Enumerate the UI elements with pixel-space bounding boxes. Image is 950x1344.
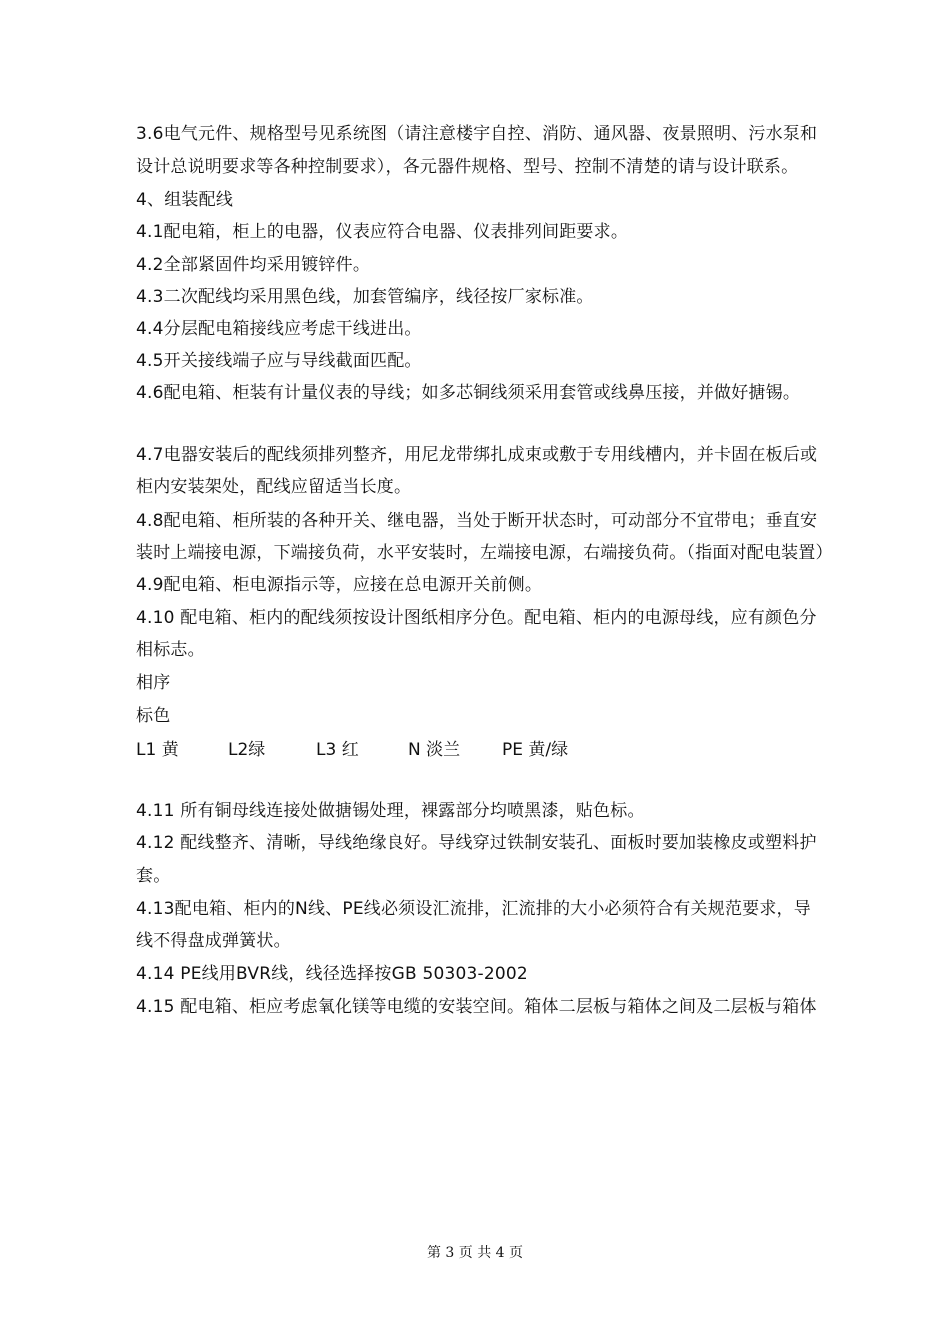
para-4-12-line-2: 套。 [136, 866, 171, 886]
phase-sequence-label: 相序 [136, 673, 171, 693]
para-4-8-line-2: 装时上端接电源，下端接负荷，水平安装时，左端接电源，右端接负荷。（指面对配电装置） [136, 543, 833, 563]
phase-color-pe: PE 黄/绿 [502, 740, 569, 760]
para-4-14: 4.14 PE线用BVR线，线径选择按GB 50303-2002 [136, 964, 528, 984]
para-4-10-line-1: 4.10 配电箱、柜内的配线须按设计图纸相序分色。配电箱、柜内的电源母线，应有颜色分 [136, 608, 817, 628]
para-3-6-line-1: 3.6电气元件、规格型号见系统图（请注意楼宇自控、消防、通风器、夜景照明、污水泵和 [136, 124, 818, 144]
para-4-6: 4.6配电箱、柜装有计量仪表的导线；如多芯铜线须采用套管或线鼻压接，并做好搪锡。 [136, 383, 801, 403]
para-4-15: 4.15 配电箱、柜应考虑氧化镁等电缆的安装空间。箱体二层板与箱体之间及二层板与箱体 [136, 997, 817, 1017]
phase-color-l1: L1 黄 [136, 740, 179, 760]
para-4-3: 4.3二次配线均采用黑色线，加套管编序，线径按厂家标准。 [136, 287, 594, 307]
para-4-11: 4.11 所有铜母线连接处做搪锡处理，裸露部分均喷黑漆，贴色标。 [136, 801, 645, 821]
para-4-13-line-2: 线不得盘成弹簧状。 [136, 931, 291, 951]
section-4-heading: 4、组装配线 [136, 190, 234, 210]
para-4-9: 4.9配电箱、柜电源指示等，应接在总电源开关前侧。 [136, 575, 543, 595]
para-4-7-line-2: 柜内安装架处，配线应留适当长度。 [136, 477, 412, 497]
para-4-7-line-1: 4.7电器安装后的配线须排列整齐，用尼龙带绑扎成束或敷于专用线槽内，并卡固在板后或 [136, 445, 818, 465]
para-4-4: 4.4分层配电箱接线应考虑干线进出。 [136, 319, 422, 339]
para-3-6-line-2: 设计总说明要求等各种控制要求），各元器件规格、型号、控制不清楚的请与设计联系。 [136, 157, 799, 177]
phase-color-l3: L3 红 [316, 740, 359, 760]
page-footer: 第 3 页 共 4 页 [426, 1245, 524, 1261]
para-4-13-line-1: 4.13配电箱、柜内的N线、PE线必须设汇流排，汇流排的大小必须符合有关规范要求，导 [136, 899, 811, 919]
para-4-8-line-1: 4.8配电箱、柜所装的各种开关、继电器，当处于断开状态时，可动部分不宜带电；垂直安 [136, 511, 818, 531]
para-4-12-line-1: 4.12 配线整齐、清晰，导线绝缘良好。导线穿过铁制安装孔、面板时要加装橡皮或塑料护 [136, 833, 817, 853]
para-4-10-line-2: 相标志。 [136, 640, 205, 660]
para-4-1: 4.1配电箱，柜上的电器，仪表应符合电器、仪表排列间距要求。 [136, 222, 629, 242]
para-4-2: 4.2全部紧固件均采用镀锌件。 [136, 255, 371, 275]
phase-color-row [136, 738, 636, 764]
phase-color-n: N 淡兰 [408, 740, 461, 760]
color-label: 标色 [136, 706, 171, 726]
para-4-5: 4.5开关接线端子应与导线截面匹配。 [136, 351, 422, 371]
phase-color-l2: L2绿 [228, 740, 266, 760]
